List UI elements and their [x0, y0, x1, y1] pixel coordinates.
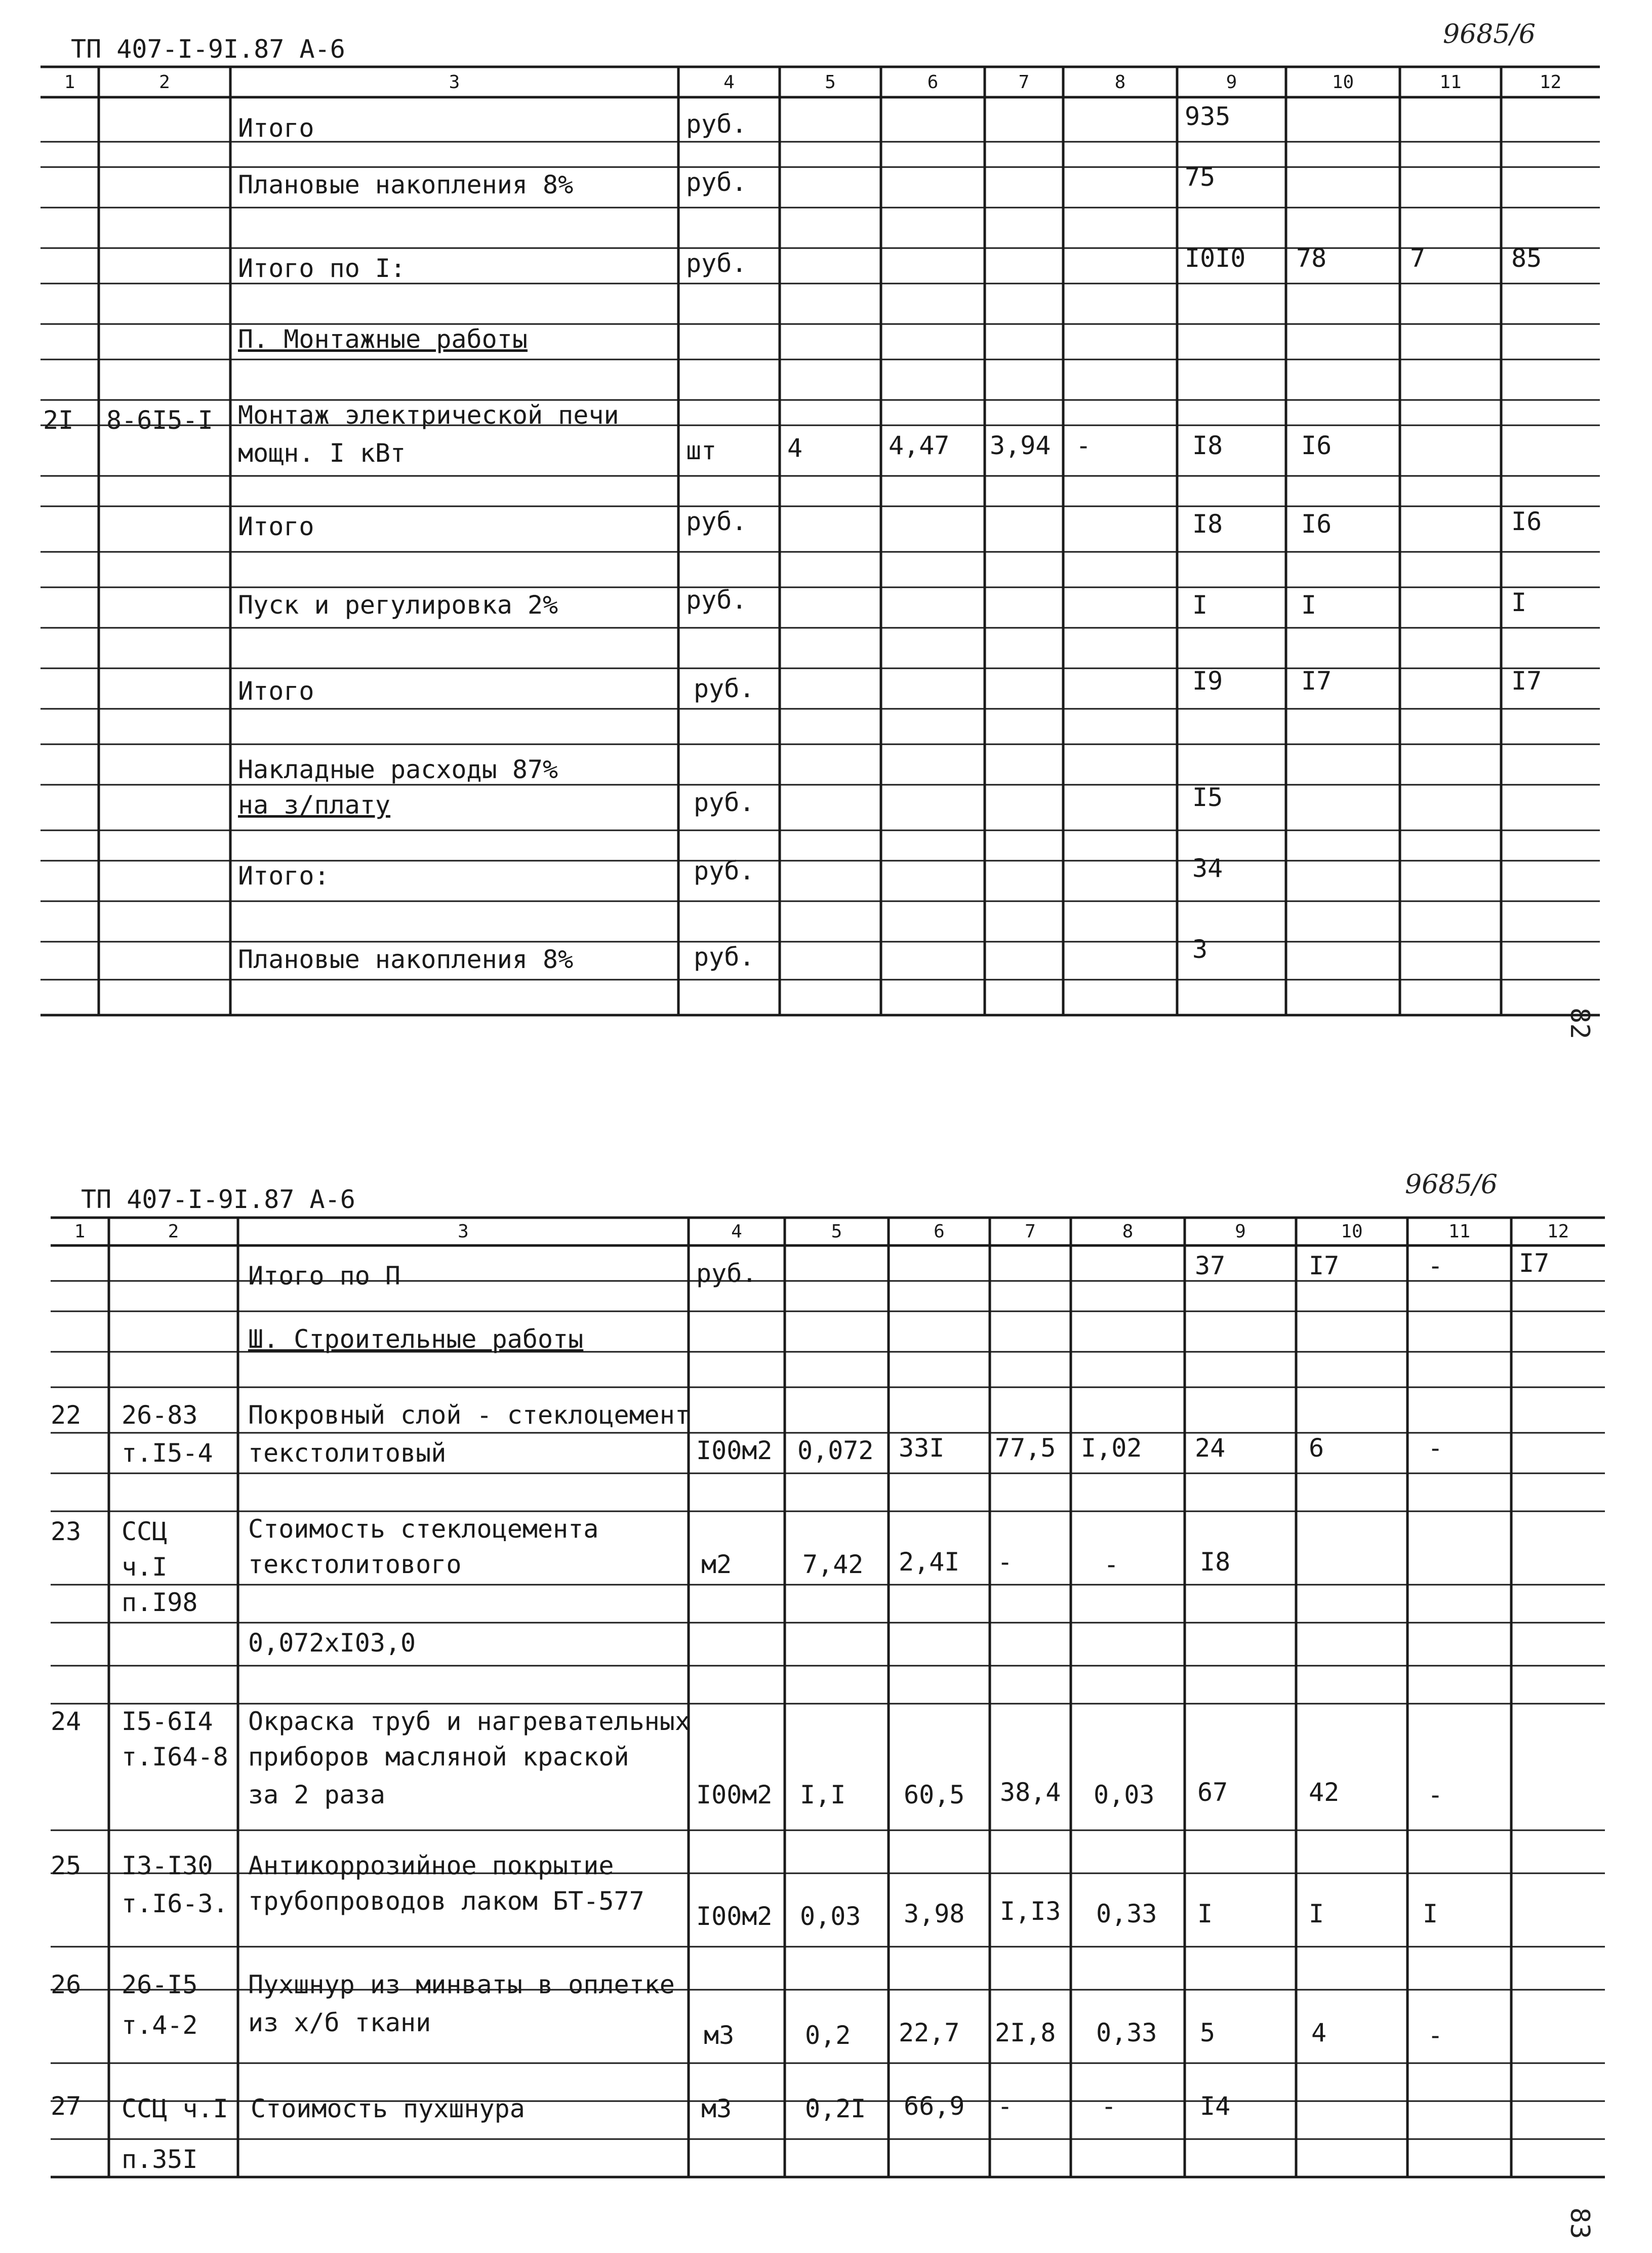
page-2-page-number: 83 [1564, 2207, 1595, 2239]
p1-col-header-12: 12 [1539, 72, 1562, 93]
p1-r8-c9: I9 [1192, 666, 1223, 696]
p2-r4-unit: м2 [701, 1550, 732, 1579]
p1-r8-name: Итого [238, 676, 314, 706]
p2-r7-name-1: Пухшнур из минваты в оплетке [248, 1970, 675, 1999]
p1-r5-c5: 4 [787, 433, 803, 463]
page-1-header-code: ТП 407-I-9I.87 А-6 [71, 34, 345, 64]
p2-col-header-5: 5 [831, 1221, 842, 1242]
p2-col-header-2: 2 [168, 1221, 179, 1242]
p1-r3-c9: I0I0 [1185, 244, 1246, 273]
p2-r4-code-2: ч.I [122, 1552, 168, 1582]
p2-r7-num: 26 [51, 1970, 82, 1999]
page-2-doc-number: 9685/6 [1405, 1170, 1498, 1200]
p1-col-header-4: 4 [723, 72, 735, 93]
p2-r5-unit: I00м2 [696, 1780, 773, 1809]
p2-col-header-3: 3 [458, 1221, 469, 1242]
p2-r8-code-1: ССЦ ч.I [122, 2094, 228, 2123]
p2-r8-code-2: п.35I [122, 2145, 198, 2174]
p1-r3-c10: 78 [1296, 244, 1327, 273]
p1-r5-code: 8-6I5-I [106, 406, 213, 435]
p1-col-header-7: 7 [1018, 72, 1030, 93]
p1-col-header-5: 5 [825, 72, 836, 93]
p1-r1-c9: 935 [1185, 102, 1231, 131]
p1-r2-name: Плановые накопления 8% [238, 170, 574, 199]
p2-r7-c5: 0,2 [805, 2021, 851, 2050]
p1-r10-c9: 34 [1192, 854, 1223, 883]
p2-r6-c5: 0,03 [800, 1902, 861, 1931]
p2-r6-c8: 0,33 [1096, 1899, 1157, 1928]
p1-r5-unit: шт [686, 436, 717, 465]
p2-r8-c9: I4 [1200, 2091, 1231, 2121]
p2-r1-unit: руб. [696, 1259, 757, 1288]
p2-r1-c10: I7 [1309, 1251, 1340, 1280]
p2-r3-unit: I00м2 [696, 1436, 773, 1465]
p2-r5-name-1: Окраска труб и нагревательных [248, 1707, 690, 1736]
p2-r3-num: 22 [51, 1400, 82, 1430]
p2-r8-c6: 66,9 [904, 2091, 965, 2121]
p2-r6-name-2: трубопроводов лаком БТ-577 [248, 1886, 644, 1916]
p2-r7-unit: м3 [704, 2021, 735, 2050]
p2-r4-c9: I8 [1200, 1547, 1231, 1577]
p2-r1-c12: I7 [1519, 1249, 1550, 1278]
p2-r3-name-2: текстолитовый [248, 1438, 447, 1468]
p1-col-header-11: 11 [1439, 72, 1462, 93]
p2-r4-num: 23 [51, 1517, 82, 1546]
p2-r8-unit: м3 [701, 2094, 732, 2123]
p2-r6-c7: I,I3 [1000, 1897, 1061, 1926]
p2-r7-code-2: т.4-2 [122, 2010, 198, 2040]
p1-r7-c9: I [1192, 590, 1208, 620]
p2-r6-c10: I [1309, 1899, 1324, 1928]
p2-r6-c11: I [1423, 1899, 1438, 1928]
p1-r1-unit: руб. [686, 109, 747, 139]
p2-r4-c8: - [1104, 1550, 1119, 1579]
p1-r7-c10: I [1301, 590, 1317, 620]
p1-r3-c12: 85 [1511, 244, 1542, 273]
p1-r8-c10: I7 [1301, 666, 1332, 696]
p2-col-header-12: 12 [1547, 1221, 1569, 1242]
p2-r4-name-1: Стоимость стеклоцемента [248, 1514, 599, 1544]
p2-r1-c11: - [1428, 1251, 1443, 1280]
p2-r5-code-2: т.I64-8 [122, 1742, 228, 1772]
p2-r7-c8: 0,33 [1096, 2018, 1157, 2047]
p2-r4-c7: - [997, 1547, 1013, 1577]
p2-r6-name-1: Антикоррозийное покрытие [248, 1851, 614, 1880]
p2-r3-c6: 33I [899, 1433, 945, 1463]
p2-r4-name-2: текстолитового [248, 1550, 462, 1579]
p2-r5-code-1: I5-6I4 [122, 1707, 213, 1736]
p2-section-title: Ш. Строительные работы [248, 1324, 584, 1354]
p1-r5-name-1: Монтаж электрической печи [238, 400, 619, 430]
p2-r5-c7: 38,4 [1000, 1778, 1061, 1807]
p1-r6-c9: I8 [1192, 509, 1223, 539]
p2-r3-c5: 0,072 [797, 1436, 874, 1465]
p2-col-header-6: 6 [934, 1221, 945, 1242]
p1-col-header-6: 6 [927, 72, 939, 93]
p1-r7-unit: руб. [686, 585, 747, 615]
p2-col-header-10: 10 [1341, 1221, 1363, 1242]
p2-r6-unit: I00м2 [696, 1902, 773, 1931]
p2-col-header-4: 4 [731, 1221, 742, 1242]
p1-r5-num: 2I [43, 406, 74, 435]
p2-r3-code-1: 26-83 [122, 1400, 198, 1430]
p2-r3-code-2: т.I5-4 [122, 1438, 213, 1468]
p2-r6-num: 25 [51, 1851, 82, 1880]
p1-r10-unit: руб. [694, 856, 755, 886]
p1-r8-c12: I7 [1511, 666, 1542, 696]
p2-r8-c8: - [1101, 2091, 1117, 2121]
p1-col-header-9: 9 [1226, 72, 1237, 93]
p2-r7-c10: 4 [1311, 2018, 1327, 2047]
p2-col-header-9: 9 [1235, 1221, 1246, 1242]
p1-r11-c9: 3 [1192, 935, 1208, 964]
p2-r4-c5: 7,42 [802, 1550, 864, 1579]
page-1-doc-number: 9685/6 [1443, 19, 1536, 50]
p1-r5-c8: - [1076, 431, 1092, 460]
p1-r6-unit: руб. [686, 507, 747, 536]
p2-r8-name: Стоимость пухшнура [251, 2094, 525, 2123]
p1-r9-unit: руб. [694, 788, 755, 817]
p1-r8-unit: руб. [694, 674, 755, 703]
p2-r5-c8: 0,03 [1094, 1780, 1155, 1809]
p1-col-header-2: 2 [159, 72, 170, 93]
p2-r5-c10: 42 [1309, 1778, 1340, 1807]
p1-r5-c7: 3,94 [990, 431, 1051, 460]
p2-r3-c10: 6 [1309, 1433, 1324, 1463]
p2-r1-name: Итого по П [248, 1261, 401, 1291]
p2-r7-c7: 2I,8 [995, 2018, 1056, 2047]
p2-r5-name-3: за 2 раза [248, 1780, 385, 1809]
p2-r3-name-1: Покровный слой - стеклоцемент [248, 1400, 690, 1430]
p2-col-header-7: 7 [1025, 1221, 1036, 1242]
p2-r1-c9: 37 [1195, 1251, 1226, 1280]
p1-col-header-10: 10 [1332, 72, 1354, 93]
page-1-page-number: 82 [1564, 1008, 1595, 1039]
p2-r7-code-1: 26-I5 [122, 1970, 198, 1999]
p2-col-header-1: 1 [74, 1221, 86, 1242]
p1-r6-c10: I6 [1301, 509, 1332, 539]
p2-col-header-11: 11 [1448, 1221, 1471, 1242]
p1-r11-name: Плановые накопления 8% [238, 945, 574, 974]
p1-col-header-3: 3 [449, 72, 460, 93]
p1-r2-c9: 75 [1185, 163, 1216, 192]
p2-r6-c9: I [1197, 1899, 1213, 1928]
p1-r7-name: Пуск и регулировка 2% [238, 590, 558, 620]
p2-r5-c9: 67 [1197, 1778, 1228, 1807]
p1-r7-c12: I [1511, 588, 1527, 617]
p1-r3-name: Итого по I: [238, 254, 406, 283]
p1-r2-unit: руб. [686, 168, 747, 197]
p2-r8-c7: - [997, 2091, 1013, 2121]
p1-r5-c9: I8 [1192, 431, 1223, 460]
p2-r3-c9: 24 [1195, 1433, 1226, 1463]
p1-r3-c11: 7 [1410, 244, 1426, 273]
p2-r3-c7: 77,5 [995, 1433, 1056, 1463]
p1-r9-name-1: Накладные расходы 87% [238, 755, 558, 784]
p1-col-header-8: 8 [1114, 72, 1126, 93]
p2-r5-c11: - [1428, 1780, 1443, 1809]
p2-r7-c6: 22,7 [899, 2018, 960, 2047]
p2-r3-c8: I,02 [1081, 1433, 1142, 1463]
p2-r4-c6: 2,4I [899, 1547, 960, 1577]
p2-r8-c5: 0,2I [805, 2094, 866, 2123]
p1-r9-c9: I5 [1192, 783, 1223, 812]
p1-r10-name: Итого: [238, 861, 330, 891]
p2-r7-c11: - [1428, 2021, 1443, 2050]
p2-r3-c11: - [1428, 1433, 1443, 1463]
p2-r6-c6: 3,98 [904, 1899, 965, 1928]
p1-r5-name-2: мощн. I кВт [238, 438, 406, 468]
p2-r7-c9: 5 [1200, 2018, 1216, 2047]
p2-r5-c5: I,I [800, 1780, 846, 1809]
p2-col-header-8: 8 [1122, 1221, 1134, 1242]
p2-r5-c6: 60,5 [904, 1780, 965, 1809]
p2-r8-num: 27 [51, 2091, 82, 2121]
p1-r1-name: Итого [238, 113, 314, 143]
page-2-header-code: ТП 407-I-9I.87 А-6 [81, 1185, 355, 1214]
p1-r11-unit: руб. [694, 942, 755, 972]
p1-r6-c12: I6 [1511, 507, 1542, 536]
p2-r4-code-1: ССЦ [122, 1517, 168, 1546]
p1-r9-name-2: на з/плату [238, 790, 391, 820]
p2-r5-name-2: приборов масляной краской [248, 1742, 629, 1772]
p1-r5-c10: I6 [1301, 431, 1332, 460]
p2-r7-name-2: из х/б ткани [248, 2008, 431, 2037]
p2-r5-num: 24 [51, 1707, 82, 1736]
p1-r6-name: Итого [238, 512, 314, 541]
p1-r3-unit: руб. [686, 249, 747, 278]
p1-section-title: П. Монтажные работы [238, 325, 528, 354]
p1-r5-c6: 4,47 [889, 431, 950, 460]
p2-r4-code-3: п.I98 [122, 1588, 198, 1617]
p2-r6-code-1: I3-I30 [122, 1851, 213, 1880]
p2-r4-name-3: 0,072хI03,0 [248, 1628, 416, 1658]
p1-col-header-1: 1 [64, 72, 75, 93]
p2-r6-code-2: т.I6-3. [122, 1889, 228, 1918]
